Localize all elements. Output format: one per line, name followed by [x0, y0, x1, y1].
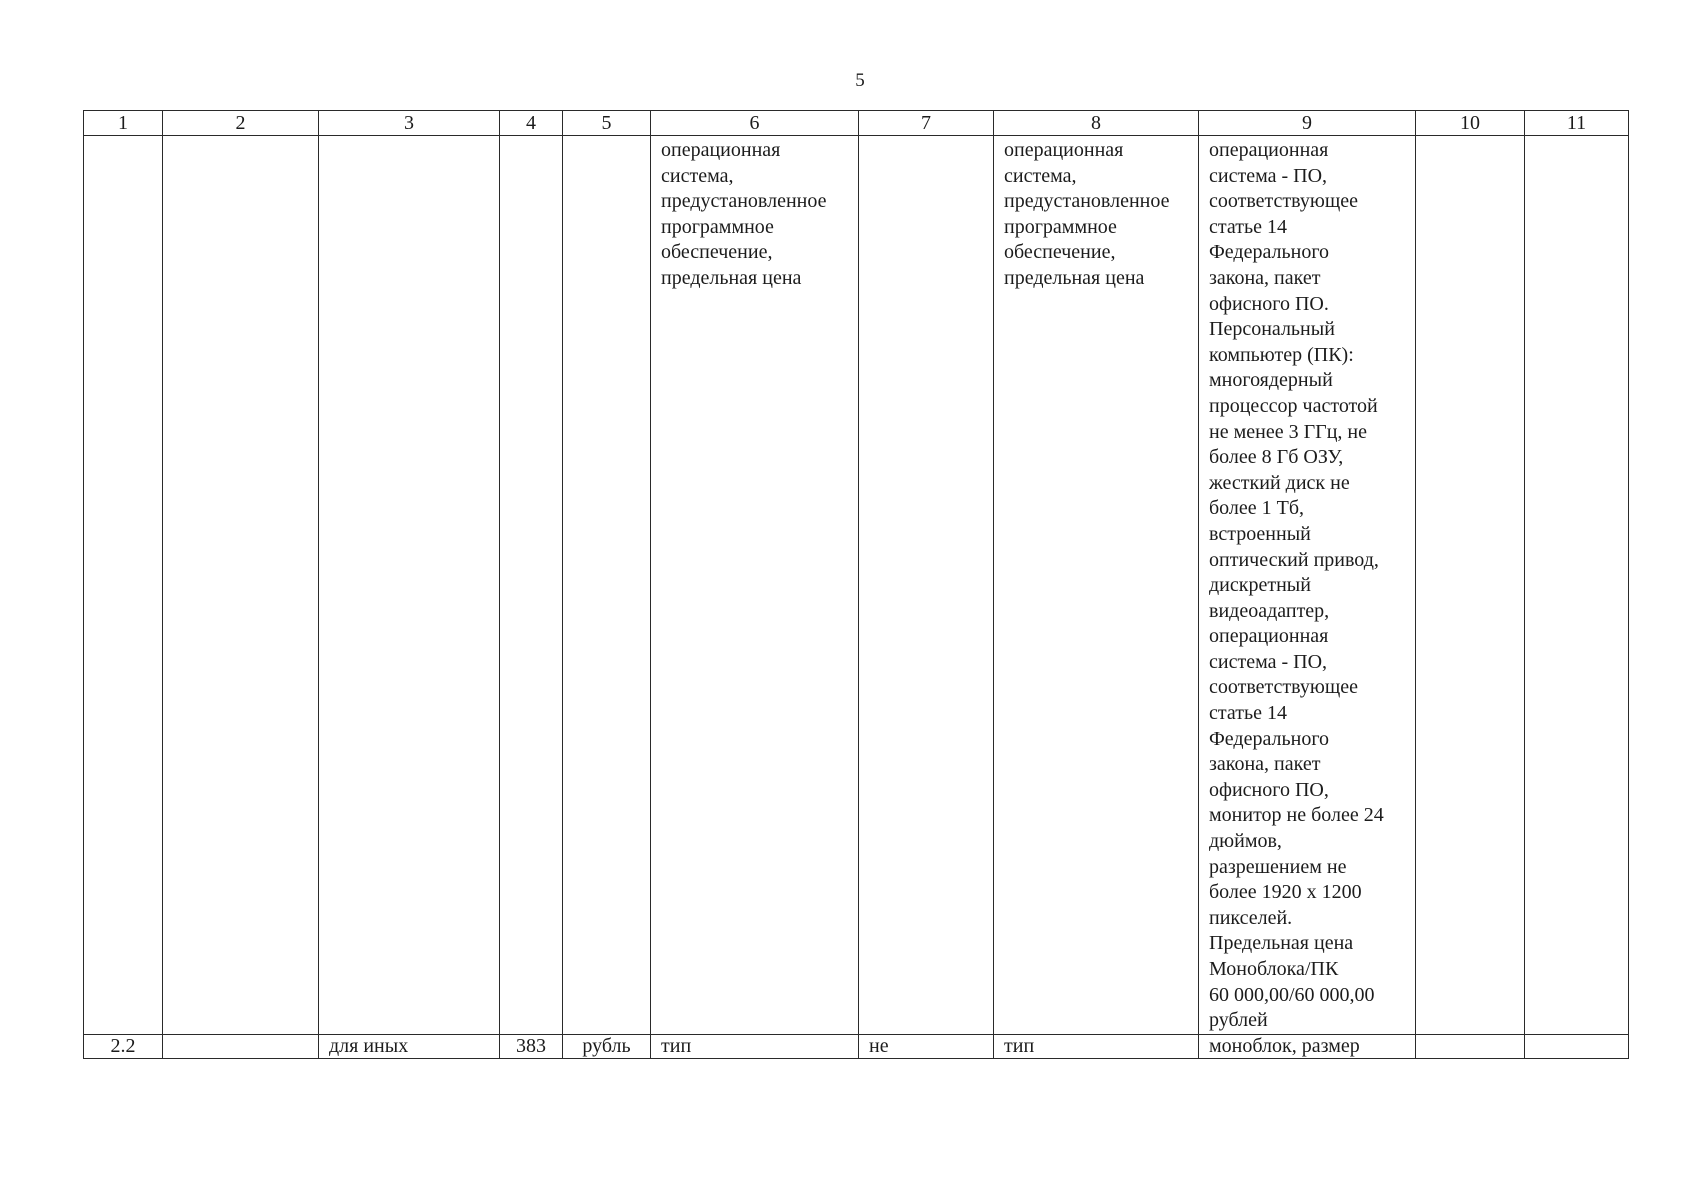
column-header-8: 8	[994, 111, 1199, 136]
column-header-4: 4	[500, 111, 563, 136]
column-header-3: 3	[319, 111, 500, 136]
cell-col-2	[163, 1034, 319, 1058]
cell-col-8: тип	[994, 1034, 1199, 1058]
cell-col-4	[500, 136, 563, 1035]
cell-col-3: для иных	[319, 1034, 500, 1058]
column-header-7: 7	[859, 111, 994, 136]
characteristics-text: операционная система, предустановленное программное обеспечение, предельная цена	[1004, 139, 1170, 289]
cell-col-2	[163, 136, 319, 1035]
cell-col-3	[319, 136, 500, 1035]
cell-col-7: не	[859, 1034, 994, 1058]
column-header-9: 9	[1199, 111, 1416, 136]
cell-col-4: 383	[500, 1034, 563, 1058]
column-header-11: 11	[1525, 111, 1629, 136]
column-header-1: 1	[84, 111, 163, 136]
column-header-10: 10	[1416, 111, 1525, 136]
value-description-text: операционная система - ПО, соответствующее статье 14 Федерального закона, пакет офисного ПО. Персональный компьютер (ПК): многоядерный процессор частотой не менее 3 ГГц, не более 8 Гб ОЗУ, жесткий диск не более 1 Тб, встроенный оптический привод, дискретный видеоадаптер, операционная система - ПО, соответствующее статье 14 Федерального закона, пакет офисного ПО, монитор не более 24 дюймов, разрешением не более 1920 х 1200 пикселей. Предельная цена Моноблока/ПК 60 000,00/60 000,00 рублей	[1209, 139, 1384, 1032]
cell-col-11	[1525, 136, 1629, 1035]
table-row	[84, 136, 1629, 1035]
cell-col-11	[1525, 1034, 1629, 1058]
cell-col-10	[1416, 1034, 1525, 1058]
column-header-6: 6	[651, 111, 859, 136]
cell-col-6: тип	[651, 1034, 859, 1058]
header-row	[84, 111, 1629, 136]
cell-col-5	[563, 136, 651, 1035]
cell-col-9	[1199, 136, 1416, 1035]
page-number: 5	[855, 70, 865, 91]
cell-col-6	[651, 136, 859, 1035]
characteristics-text: операционная система, предустановленное программное обеспечение, предельная цена	[661, 139, 827, 289]
table-row	[84, 1034, 1629, 1058]
column-header-5: 5	[563, 111, 651, 136]
cell-col-9: моноблок, размер	[1199, 1034, 1416, 1058]
cell-col-1	[84, 136, 163, 1035]
cell-col-5: рубль	[563, 1034, 651, 1058]
cell-col-7	[859, 136, 994, 1035]
cell-row-number: 2.2	[84, 1034, 163, 1058]
cell-col-10	[1416, 136, 1525, 1035]
column-header-2: 2	[163, 111, 319, 136]
requirements-table	[83, 110, 1629, 1059]
cell-col-8	[994, 136, 1199, 1035]
